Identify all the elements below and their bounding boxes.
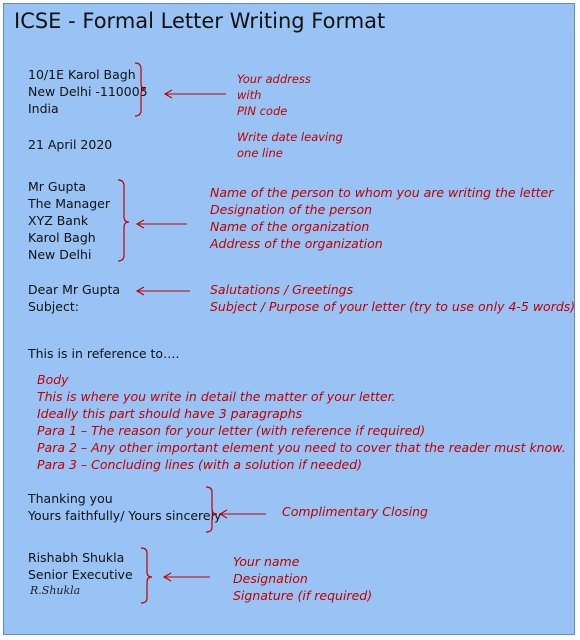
subject-line: Subject: bbox=[28, 299, 79, 314]
sender-note-3: PIN code bbox=[237, 104, 288, 118]
receiver-note-4: Address of the organization bbox=[210, 236, 383, 251]
body-note-4: Para 1 – The reason for your letter (with reference if required) bbox=[37, 423, 426, 438]
receiver-line-1: Mr Gupta bbox=[28, 179, 87, 194]
receiver-note-1: Name of the person to whom you are writing the letter bbox=[210, 185, 554, 200]
salutation-note-1: Salutations / Greetings bbox=[210, 282, 354, 297]
closing-line-2: Yours faithfully/ Yours sincerely bbox=[28, 508, 222, 523]
right-curly-bracket-icon bbox=[118, 180, 129, 261]
receiver-note-2: Designation of the person bbox=[210, 202, 373, 217]
signoff-note-1: Your name bbox=[233, 554, 300, 569]
left-arrow-icon bbox=[220, 510, 266, 518]
signoff-note-2: Designation bbox=[233, 571, 308, 586]
page-title: ICSE - Formal Letter Writing Format bbox=[14, 9, 386, 33]
body-note-1: Body bbox=[37, 372, 69, 387]
salutation-note-2: Subject / Purpose of your letter (try to use only 4-5 words) bbox=[210, 299, 576, 314]
left-arrow-icon bbox=[165, 90, 226, 98]
signoff-name: Rishabh Shukla bbox=[28, 550, 125, 565]
opening-line: This is in reference to…. bbox=[28, 346, 180, 361]
closing-line-1: Thanking you bbox=[28, 491, 113, 506]
letter-date: 21 April 2020 bbox=[28, 137, 113, 152]
date-note-2: one line bbox=[237, 146, 283, 160]
sender-note-1: Your address bbox=[237, 72, 311, 86]
signature: R.Shukla bbox=[30, 584, 81, 597]
closing-note: Complimentary Closing bbox=[282, 504, 428, 519]
receiver-line-5: New Delhi bbox=[28, 247, 92, 262]
body-note-3: Ideally this part should have 3 paragraphs bbox=[37, 406, 303, 421]
right-curly-bracket-icon bbox=[206, 487, 217, 532]
sender-line-2: New Delhi -110005 bbox=[28, 84, 148, 99]
right-curly-bracket-icon bbox=[135, 63, 146, 116]
salutation-line: Dear Mr Gupta bbox=[28, 282, 121, 297]
left-arrow-icon bbox=[137, 220, 187, 228]
body-note-6: Para 3 – Concluding lines (with a solution if needed) bbox=[37, 457, 363, 472]
sender-line-1: 10/1E Karol Bagh bbox=[28, 67, 136, 82]
signoff-designation: Senior Executive bbox=[28, 567, 133, 582]
sender-note-2: with bbox=[237, 88, 262, 102]
sender-line-3: India bbox=[28, 101, 59, 116]
left-arrow-icon bbox=[164, 573, 210, 581]
body-note-2: This is where you write in detail the matter of your letter. bbox=[37, 389, 396, 404]
left-arrow-icon bbox=[137, 287, 190, 295]
receiver-line-2: The Manager bbox=[28, 196, 111, 211]
receiver-line-3: XYZ Bank bbox=[28, 213, 89, 228]
date-note-1: Write date leaving bbox=[237, 130, 343, 144]
receiver-note-3: Name of the organization bbox=[210, 219, 370, 234]
body-note-5: Para 2 – Any other important element you need to cover that the reader must know. bbox=[37, 440, 566, 455]
signoff-note-3: Signature (if required) bbox=[233, 588, 373, 603]
right-curly-bracket-icon bbox=[141, 548, 152, 603]
receiver-line-4: Karol Bagh bbox=[28, 230, 96, 245]
